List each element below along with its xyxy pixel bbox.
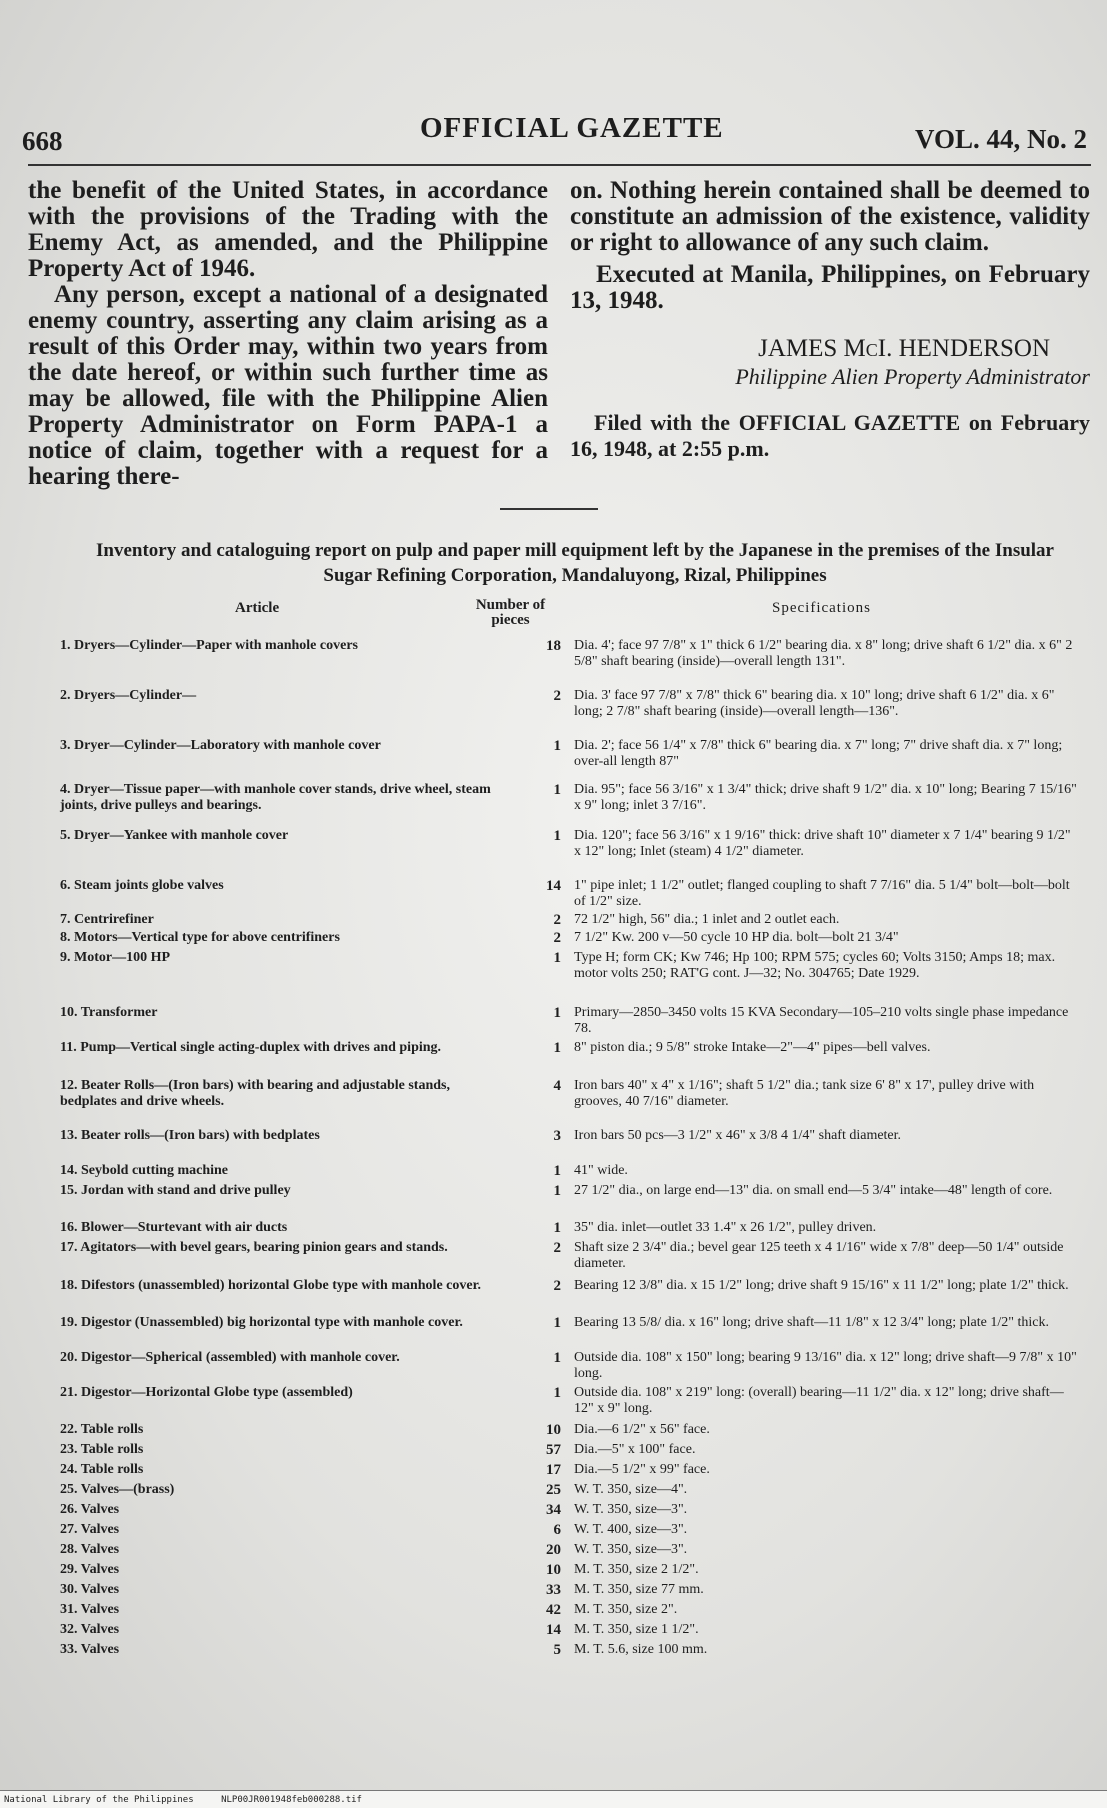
- row-specification: Outside dia. 108" x 150" long; bearing 9 13/16" dia. x 12" long; drive shaft—9 7/8" x 10" long.: [574, 1350, 1077, 1381]
- row-specification: 35" dia. inlet—outlet 33 1.4" x 26 1/2", pulley driven.: [574, 1220, 877, 1235]
- row-article: 32. Valves: [60, 1622, 120, 1637]
- row-article: 15. Jordan with stand and drive pulley: [60, 1183, 291, 1198]
- row-specification: Bearing 12 3/8" dia. x 15 1/2" long; drive shaft 9 15/16" x 11 1/2" long; plate 1/2" thick.: [574, 1278, 1069, 1293]
- gazette-title: OFFICIAL GAZETTE: [420, 112, 724, 144]
- row-specification: Outside dia. 108" x 219" long: (overall) bearing—11 1/2" dia. x 12" long; drive shaft—12" x 9" long.: [574, 1385, 1064, 1416]
- row-article: 26. Valves: [60, 1502, 120, 1517]
- row-specification: W. T. 350, size—3".: [574, 1502, 688, 1517]
- row-specification: Iron bars 40" x 4" x 1/16"; shaft 5 1/2" dia.; tank size 6' 8" x 17', pulley drive with grooves, 40 7/16" diameter.: [574, 1078, 1035, 1109]
- row-quantity: 25: [546, 1482, 561, 1498]
- row-quantity: 34: [546, 1502, 561, 1518]
- row-specification: 1" pipe inlet; 1 1/2" outlet; flanged coupling to shaft 7 7/16" dia. 5 1/4" bolt—bolt—bolt of 1/2" size.: [574, 878, 1070, 909]
- row-article: 24. Table rolls: [60, 1462, 144, 1477]
- row-article: 23. Table rolls: [60, 1442, 144, 1457]
- row-article: 16. Blower—Sturtevant with air ducts: [60, 1220, 288, 1235]
- row-quantity: 33: [546, 1582, 561, 1598]
- row-article: 22. Table rolls: [60, 1422, 144, 1437]
- right-paragraph-1: on. Nothing herein contained shall be deemed to constitute an admission of the existence, validity or right to allowance of any such claim.: [570, 177, 1090, 256]
- row-quantity: 1: [553, 738, 561, 754]
- filed-suffix: on February 16, 1948, at 2:55 p.m.: [570, 410, 1091, 461]
- row-quantity: 1: [553, 1163, 561, 1179]
- column-header-number: Number of pieces: [475, 597, 546, 628]
- row-quantity: 3: [553, 1128, 561, 1144]
- column-header-article: Article: [235, 600, 280, 616]
- footer-file: NLP00JR001948feb000288.tif: [221, 1795, 362, 1805]
- column-header-specifications: Specifications: [772, 600, 871, 616]
- row-specification: Dia. 95"; face 56 3/16" x 1 3/4" thick; drive shaft 9 1/2" dia. x 10" long; Bearing 7 15/16" x 9" long; inlet 3 7/16".: [574, 782, 1077, 813]
- row-specification: Dia. 120"; face 56 3/16" x 1 9/16" thick: drive shaft 10" diameter x 7 1/4" bearing 9 1/2" x 12" long; Inlet (steam) 4 1/2" diameter.: [574, 828, 1071, 859]
- left-paragraph-1: the benefit of the United States, in accordance with the provisions of the Trading with the Enemy Act, as amended, and the Philippine Property Act of 1946.: [28, 177, 548, 282]
- row-specification: 7 1/2" Kw. 200 v—50 cycle 10 HP dia. bolt—bolt 21 3/4": [574, 930, 899, 945]
- row-quantity: 57: [546, 1442, 561, 1458]
- row-article: 19. Digestor (Unassembled) big horizontal type with manhole cover.: [60, 1315, 463, 1330]
- scan-footer: [0, 1790, 1107, 1808]
- row-article: 33. Valves: [60, 1642, 120, 1657]
- right-column: [570, 178, 1090, 462]
- row-specification: Dia. 3' face 97 7/8" x 7/8" thick 6" bearing dia. x 10" long; drive shaft 6 1/2" dia. x 6" long; 2 7/8" shaft bearing (inside)—overall length—136".: [574, 688, 1055, 719]
- row-specification: M. T. 350, size 2 1/2".: [574, 1562, 699, 1577]
- volume-number: VOL. 44, No. 2: [915, 124, 1087, 154]
- row-specification: W. T. 400, size—3".: [574, 1522, 688, 1537]
- row-specification: Iron bars 50 pcs—3 1/2" x 46" x 3/8 4 1/4" shaft diameter.: [574, 1128, 902, 1143]
- row-specification: Dia. 2'; face 56 1/4" x 7/8" thick 6" bearing dia. x 7" long; 7" drive shaft dia. x 7" long; over-all length 87": [574, 738, 1063, 769]
- row-specification: 41" wide.: [574, 1163, 628, 1178]
- row-specification: Type H; form CK; Kw 746; Hp 100; RPM 575; cycles 60; Volts 3150; Amps 18; max. motor volts 250; RAT'G cont. J—32; No. 304765; Date 1929.: [574, 950, 1056, 981]
- row-article: 12. Beater Rolls—(Iron bars) with bearing and adjustable stands, bedplates and drive wheels.: [60, 1078, 450, 1109]
- row-quantity: 1: [553, 1350, 561, 1366]
- left-paragraph-2: Any person, except a national of a designated enemy country, asserting any claim arising as a result of this Order may, within two years from the date hereof, or within such further time as may be allowed, file with the Philippine Alien Property Administrator on Form PAPA-1 a notice of claim, together with a request for a hearing there-: [28, 281, 548, 490]
- row-article: 10. Transformer: [60, 1005, 158, 1020]
- row-article: 21. Digestor—Horizontal Globe type (assembled): [60, 1385, 353, 1400]
- header-rule: [28, 164, 1091, 166]
- signature-name: JAMES McI. HENDERSON: [758, 335, 1050, 362]
- report-title: Inventory and cataloguing report on pulp and paper mill equipment left by the Japanese in the premises of the Insular Sugar Refining Corporation, Mandaluyong, Rizal, Philippines: [95, 540, 1054, 586]
- row-article: 29. Valves: [60, 1562, 120, 1577]
- row-article: 27. Valves: [60, 1522, 120, 1537]
- page-number: 668: [22, 126, 63, 156]
- row-quantity: 5: [553, 1642, 561, 1658]
- row-quantity: 2: [553, 1240, 561, 1256]
- row-article: 9. Motor—100 HP: [60, 950, 171, 965]
- row-quantity: 10: [546, 1562, 561, 1578]
- row-quantity: 10: [546, 1422, 561, 1438]
- row-article: 11. Pump—Vertical single acting-duplex with drives and piping.: [60, 1040, 442, 1055]
- row-article: 28. Valves: [60, 1542, 120, 1557]
- row-specification: W. T. 350, size—4".: [574, 1482, 688, 1497]
- section-divider: [500, 508, 598, 510]
- row-specification: 8" piston dia.; 9 5/8" stroke Intake—2"—4" pipes—bell valves.: [574, 1040, 931, 1055]
- left-column: [28, 178, 548, 490]
- row-quantity: 14: [546, 1622, 561, 1638]
- row-quantity: 1: [553, 1315, 561, 1331]
- row-specification: 27 1/2" dia., on large end—13" dia. on small end—5 3/4" intake—48" length of core.: [574, 1183, 1053, 1198]
- row-article: 1. Dryers—Cylinder—Paper with manhole covers: [60, 638, 358, 653]
- footer-library: National Library of the Philippines: [4, 1795, 194, 1805]
- row-specification: Primary—2850–3450 volts 15 KVA Secondary—105–210 volts single phase impedance 78.: [574, 1005, 1069, 1036]
- row-quantity: 2: [553, 1278, 561, 1294]
- row-specification: M. T. 350, size 1 1/2".: [574, 1622, 699, 1637]
- row-specification: M. T. 350, size 2".: [574, 1602, 678, 1617]
- row-specification: Bearing 13 5/8/ dia. x 16" long; drive shaft—11 1/8" x 12 3/4" long; plate 1/2" thick.: [574, 1315, 1049, 1330]
- row-article: 14. Seybold cutting machine: [60, 1163, 229, 1178]
- row-article: 13. Beater rolls—(Iron bars) with bedplates: [60, 1128, 320, 1143]
- row-specification: Dia. 4'; face 97 7/8" x 1" thick 6 1/2" bearing dia. x 8" long; drive shaft 6 1/2" dia. x 6" 2 5/8" shaft bearing (inside)—overall length 131".: [574, 638, 1073, 669]
- filed-notice: [570, 410, 1090, 462]
- row-article: 20. Digestor—Spherical (assembled) with manhole cover.: [60, 1350, 400, 1365]
- row-quantity: 4: [553, 1078, 561, 1094]
- row-quantity: 14: [546, 878, 561, 894]
- row-quantity: 1: [553, 1040, 561, 1056]
- row-article: 7. Centrirefiner: [60, 912, 154, 927]
- row-article: 6. Steam joints globe valves: [60, 878, 224, 893]
- page-header: [22, 112, 1087, 162]
- row-specification: Shaft size 2 3/4" dia.; bevel gear 125 teeth x 4 1/16" wide x 7/8" deep—50 1/4" outside diameter.: [574, 1240, 1064, 1271]
- row-quantity: 1: [553, 950, 561, 966]
- row-article: 2. Dryers—Cylinder—: [60, 688, 197, 703]
- table-header: [0, 598, 1107, 634]
- row-article: 17. Agitators—with bevel gears, bearing pinion gears and stands.: [60, 1240, 448, 1255]
- filed-gazette: OFFICIAL GAZETTE: [738, 410, 961, 435]
- row-article: 18. Difestors (unassembled) horizontal Globe type with manhole cover.: [60, 1278, 482, 1293]
- row-quantity: 1: [553, 828, 561, 844]
- row-specification: W. T. 350, size—3".: [574, 1542, 688, 1557]
- row-specification: M. T. 5.6, size 100 mm.: [574, 1642, 708, 1657]
- row-quantity: 1: [553, 1183, 561, 1199]
- row-article: 4. Dryer—Tissue paper—with manhole cover stands, drive wheel, steam joints, drive pulleys and bearings.: [60, 782, 491, 813]
- row-specification: M. T. 350, size 77 mm.: [574, 1582, 704, 1597]
- signature-title: Philippine Alien Property Administrator: [735, 364, 1090, 389]
- row-specification: 72 1/2" high, 56" dia.; 1 inlet and 2 outlet each.: [574, 912, 840, 927]
- right-paragraph-2: Executed at Manila, Philippines, on February 13, 1948.: [570, 261, 1090, 314]
- row-specification: Dia.—6 1/2" x 56" face.: [574, 1422, 710, 1437]
- row-article: 8. Motors—Vertical type for above centrifiners: [60, 930, 340, 945]
- row-quantity: 17: [546, 1462, 561, 1478]
- row-quantity: 2: [553, 930, 561, 946]
- filed-prefix: Filed with the: [594, 410, 730, 435]
- row-quantity: 1: [553, 782, 561, 798]
- row-article: 5. Dryer—Yankee with manhole cover: [60, 828, 289, 843]
- row-quantity: 6: [553, 1522, 561, 1538]
- row-quantity: 42: [546, 1602, 561, 1618]
- row-quantity: 2: [553, 688, 561, 704]
- row-quantity: 1: [553, 1385, 561, 1401]
- row-article: 3. Dryer—Cylinder—Laboratory with manhole cover: [60, 738, 381, 753]
- row-quantity: 2: [553, 912, 561, 928]
- row-specification: Dia.—5 1/2" x 99" face.: [574, 1462, 710, 1477]
- row-article: 25. Valves—(brass): [60, 1482, 175, 1497]
- row-specification: Dia.—5" x 100" face.: [574, 1442, 696, 1457]
- row-quantity: 1: [553, 1220, 561, 1236]
- row-quantity: 20: [546, 1542, 561, 1558]
- row-quantity: 1: [553, 1005, 561, 1021]
- row-article: 31. Valves: [60, 1602, 120, 1617]
- row-quantity: 18: [546, 638, 561, 654]
- row-article: 30. Valves: [60, 1582, 120, 1597]
